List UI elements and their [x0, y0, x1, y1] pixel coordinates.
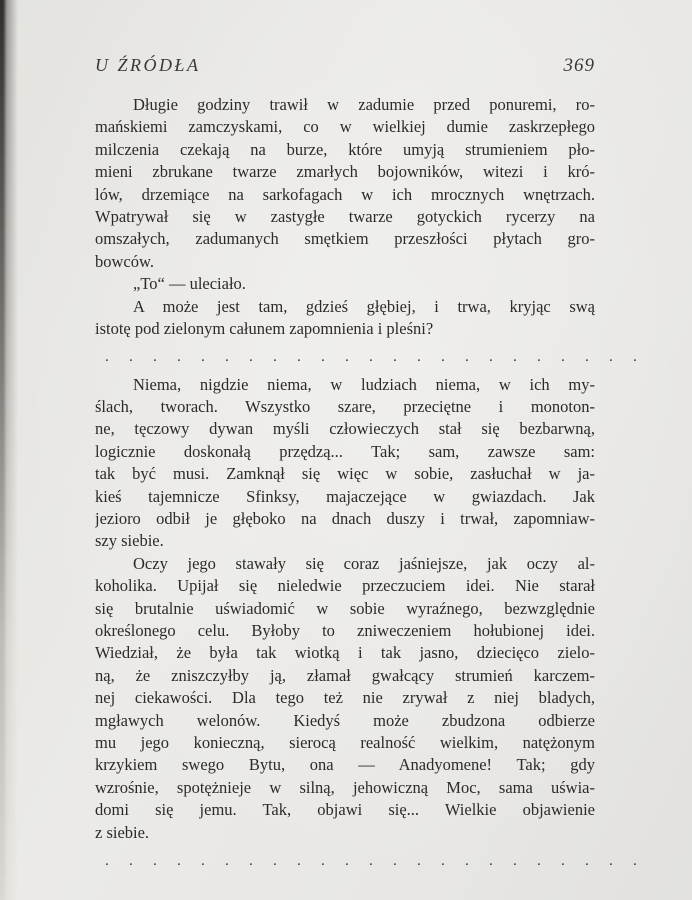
paragraph [95, 374, 595, 553]
text-line: istotę pod zielonym całunem zapomnienia i pleśni? [95, 318, 434, 338]
page-header [95, 55, 595, 77]
text-line: lów, drzemiące na sarkofagach w ich mrocznych wnętrzach. [95, 184, 595, 204]
running-header-title: U ŹRÓDŁA [95, 55, 201, 75]
paragraph [95, 296, 595, 341]
text-line: domi się jemu. Tak, objawi się... Wielkie objawienie [95, 800, 595, 820]
text-line: określonego celu. Byłoby to zniweczeniem hołubionej idei. [95, 620, 595, 640]
text-line: Wiedział, że była tak wiotką i tak jasno, dziecięco zielo- [95, 643, 595, 663]
paragraph [95, 273, 595, 295]
text-line: mieni zbrukane twarze zmarłych bojowników, witezi i kró- [95, 162, 595, 182]
text-line: Długie godziny trawił w zadumie przed ponuremi, ro- [133, 95, 595, 114]
body-text [95, 94, 638, 877]
text-line: bowców. [95, 251, 154, 271]
text-line: jezioro odbił je głęboko na dnach duszy i trwał, zapomniaw- [95, 509, 595, 529]
text-line: „To“ — uleciało. [133, 274, 246, 294]
text-line: koholika. Upijał się nieledwie przeczuciem idei. Nie starał [95, 576, 595, 596]
text-line: A może jest tam, gdzieś głębiej, i trwa, kryjąc swą [133, 296, 595, 316]
text-line: mańskiemi zamczyskami, co w wielkiej dumie zaskrzepłego [95, 117, 595, 137]
paragraph [95, 94, 595, 273]
text-line: się brutalnie uświadomić w sobie wyraźnego, bezwzględnie [95, 598, 595, 618]
text-line: wzrośnie, spotężnieje w silną, jehowiczną Moc, sama uświa- [95, 777, 595, 797]
text-line: mu jego konieczną, sierocą realność wielkim, natężonym [95, 732, 595, 752]
paragraph [95, 553, 595, 844]
text-line: ną, że zniszczyłby ją, złamał gwałcący strumień karczem- [95, 665, 595, 685]
text-line: nej ciekawości. Dla tego też nie zrywał z niej bladych, [95, 688, 595, 708]
text-line: ślach, tworach. Wszystko szare, przeciętne i monoton- [95, 397, 595, 417]
text-line: szy siebie. [95, 531, 164, 551]
text-line: mgławych welonów. Kiedyś może zbudzona odbierze [95, 710, 595, 730]
text-line: krzykiem swego Bytu, ona — Anadyomene! Tak; gdy [95, 755, 595, 775]
text-line: Wpatrywał się w zastygłe twarze gotyckich rycerzy na [95, 206, 595, 226]
text-line: milczenia czekają na burze, które umyją strumieniem pło- [95, 139, 595, 159]
text-line: logicznie doskonałą przędzą... Tak; sam, zawsze sam: [95, 441, 595, 461]
section-break-dots: . . . . . . . . . . . . . . . . . . . . . . . [105, 349, 638, 366]
text-line: tak być musi. Zamknął się więc w sobie, zasłuchał w ja- [95, 464, 595, 484]
text-line: Oczy jego stawały się coraz jaśniejsze, jak oczy al- [133, 553, 595, 573]
text-line: z siebie. [95, 822, 150, 842]
text-line: Niema, nigdzie niema, w ludziach niema, w ich my- [133, 374, 595, 394]
page-left-edge-shadow [0, 0, 18, 900]
section-break-dots: . . . . . . . . . . . . . . . . . . . . . . . [105, 852, 638, 869]
text-line: omszałych, zadumanych smętkiem przeszłości płytach gro- [95, 229, 595, 249]
text-line: kieś tajemnicze Sfinksy, majaczejące w gwiazdach. Jak [95, 486, 595, 506]
page-number: 369 [563, 55, 595, 76]
text-line: ne, tęczowy dywan myśli człowieczych stał się bezbarwną, [95, 419, 595, 439]
